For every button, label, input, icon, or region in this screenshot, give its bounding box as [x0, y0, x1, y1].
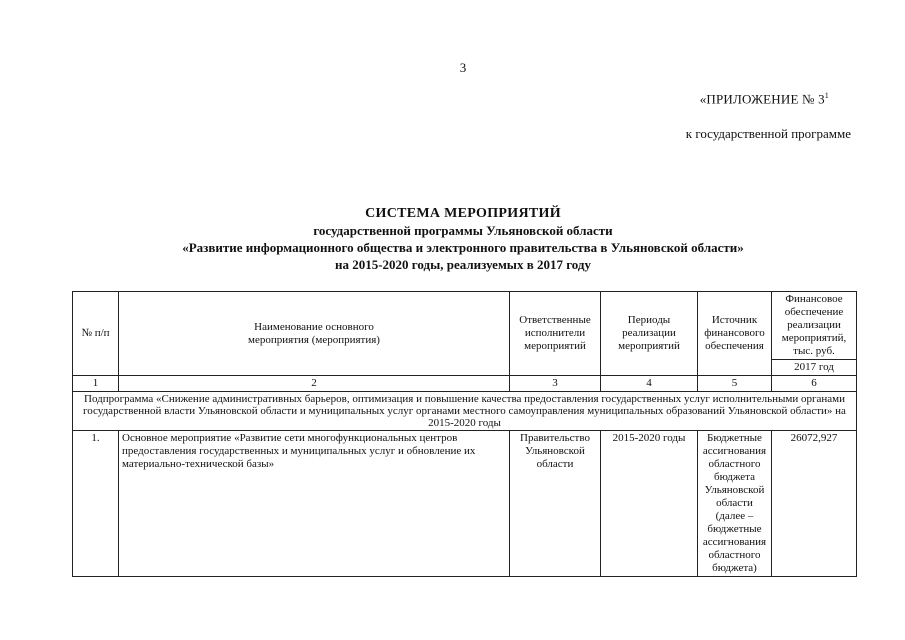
row-name: Основное мероприятие «Развитие сети многофункциональных центров предоставления государственных и муниципальных услуг и обновление их материально-технической базы» [119, 431, 510, 577]
appendix-title-text: «ПРИЛОЖЕНИЕ № 3 [699, 91, 825, 107]
row-num: 1. [73, 431, 119, 577]
header-name: Наименование основного мероприятия (мероприятия) [119, 292, 510, 376]
header-source: Источник финансового обеспечения [698, 292, 772, 376]
column-number: 2 [119, 376, 510, 392]
row-executor: Правительство Ульяновской области [510, 431, 601, 577]
subprogram-title: Подпрограмма «Снижение административных барьеров, оптимизация и повышение качества предоставления государственных услуг исполнительными органами государственной власти Ульяновской области и муниципальных услуг органами местного самоуправления муниципальных образований Ульяновской области» на 2015-2020 годы [73, 392, 857, 431]
column-number: 4 [601, 376, 698, 392]
row-amount: 26072,927 [772, 431, 857, 577]
heading-title: СИСТЕМА МЕРОПРИЯТИЙ [365, 206, 561, 221]
header-executors: Ответственные исполнители мероприятий [510, 292, 601, 376]
column-number: 5 [698, 376, 772, 392]
header-year: 2017 год [772, 360, 857, 376]
header-periods: Периоды реализации мероприятий [601, 292, 698, 376]
column-number: 3 [510, 376, 601, 392]
appendix-superscript: 1 [824, 91, 829, 100]
column-numbers-row [73, 376, 857, 392]
column-number: 1 [73, 376, 119, 392]
row-source: Бюджетные ассигнования областного бюджета Ульяновской области (далее – бюджетные ассигнования областного бюджета) [698, 431, 772, 577]
table-header-row [73, 292, 857, 360]
heading-line-4: на 2015-2020 годы, реализуемых в 2017 году [334, 257, 592, 272]
document-heading [0, 205, 905, 273]
subprogram-row [73, 392, 857, 431]
page-number: 3 [459, 60, 467, 75]
heading-line-2: государственной программы Ульяновской области [313, 223, 613, 238]
column-number: 6 [772, 376, 857, 392]
appendix-title [700, 91, 829, 107]
table-row [73, 431, 857, 577]
header-num: № п/п [73, 292, 119, 376]
measures-table [72, 291, 857, 577]
heading-line-3: «Развитие информационного общества и электронного правительства в Ульяновской области» [182, 240, 744, 255]
header-financing: Финансовое обеспечение реализации мероприятий, тыс. руб. [772, 292, 857, 360]
appendix-subtitle: к государственной программе [685, 126, 851, 141]
row-period: 2015-2020 годы [601, 431, 698, 577]
